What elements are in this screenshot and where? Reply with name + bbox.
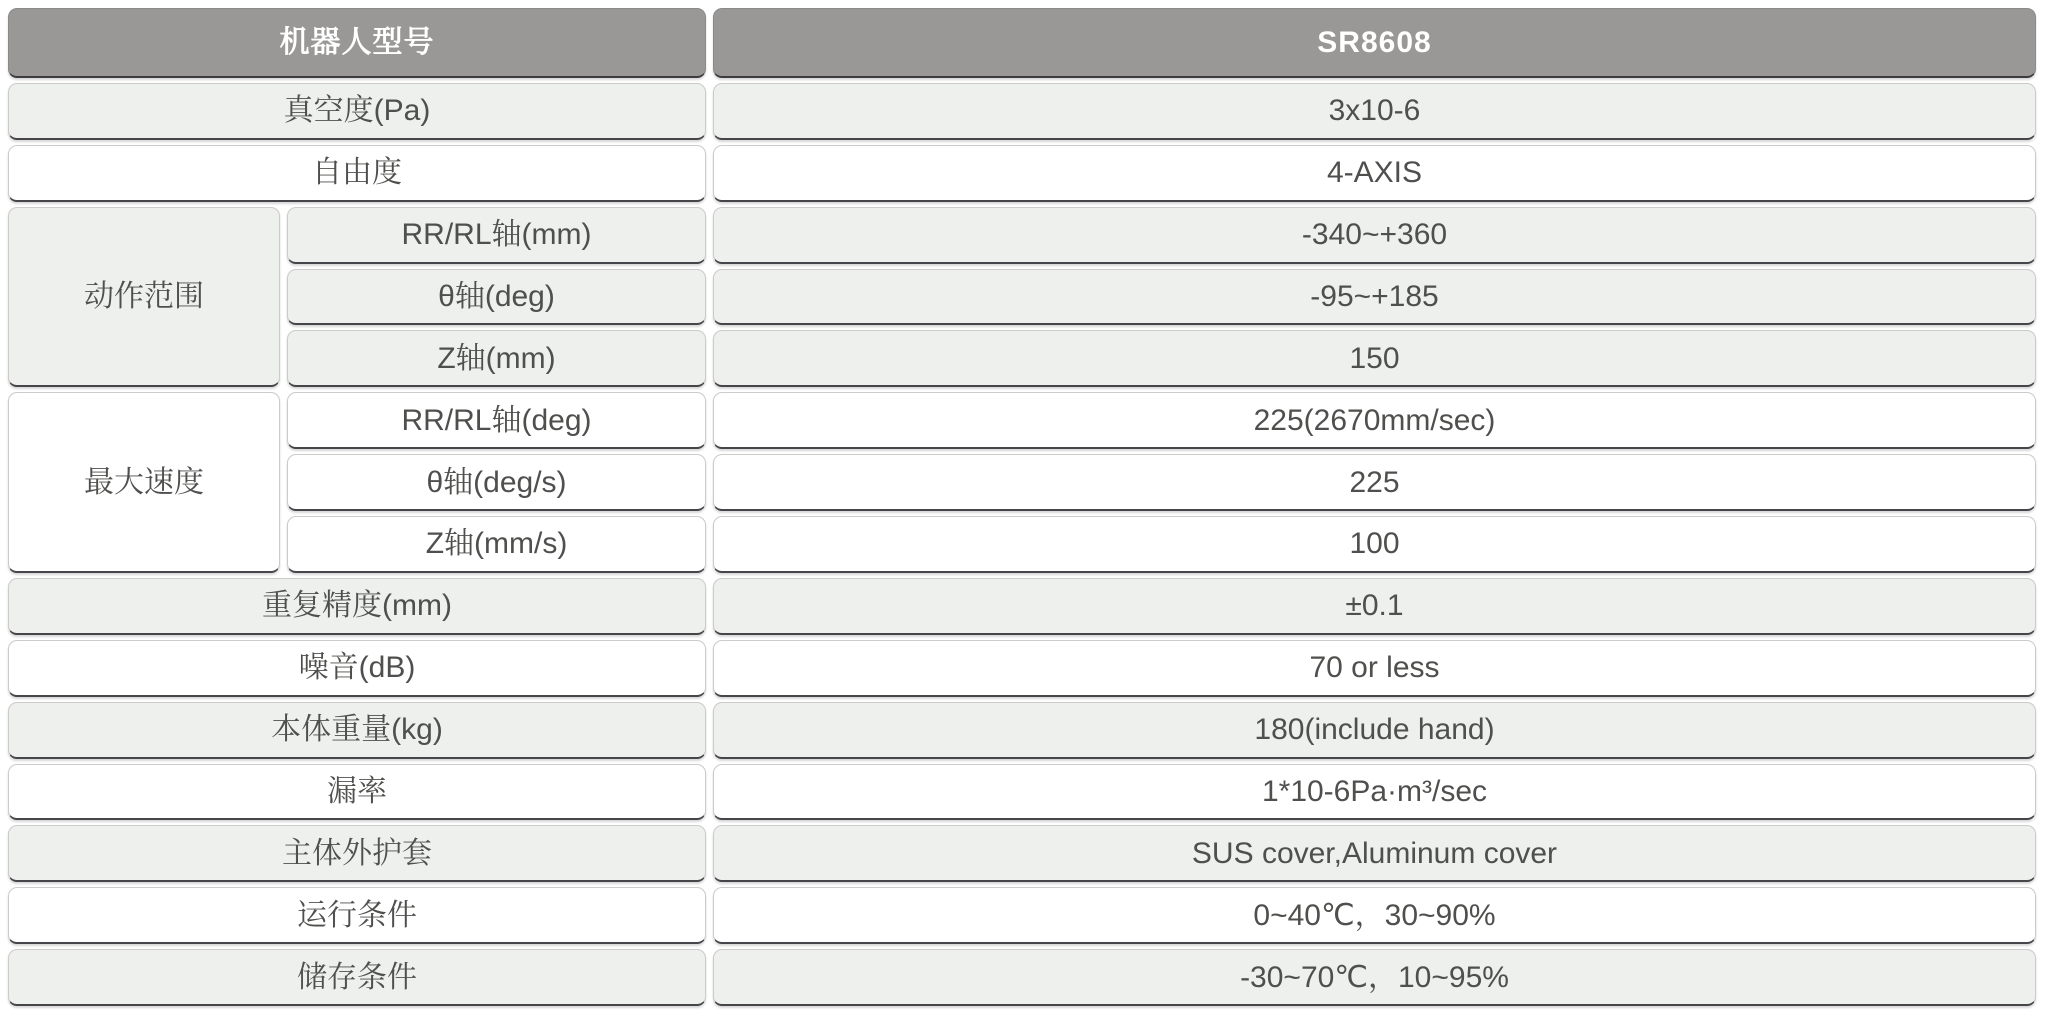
axis-label-cell: θ轴(deg/s): [287, 454, 706, 511]
row-value-noise: 70 or less: [713, 640, 2036, 697]
row-label-cover: 主体外护套: [8, 825, 706, 882]
model-value-cell: SR8608: [713, 8, 2036, 78]
axis-label-cell: Z轴(mm/s): [287, 516, 706, 573]
row-value-vacuum: 3x10-6: [713, 83, 2036, 140]
axis-label-cell: Z轴(mm): [287, 330, 706, 387]
axis-value-cell: 225: [713, 454, 2036, 511]
row-label-vacuum: 真空度(Pa): [8, 83, 706, 140]
axis-value-cell: 225(2670mm/sec): [713, 392, 2036, 449]
row-value-operating-conditions: 0~40℃，30~90%: [713, 887, 2036, 944]
row-label-weight: 本体重量(kg): [8, 702, 706, 759]
row-label-operating-conditions: 运行条件: [8, 887, 706, 944]
axis-label-cell: RR/RL轴(deg): [287, 392, 706, 449]
group-label-max-speed: 最大速度: [8, 392, 280, 573]
group-label-motion-range: 动作范围: [8, 207, 280, 388]
model-header-cell: 机器人型号: [8, 8, 706, 78]
row-value-storage-conditions: -30~70℃，10~95%: [713, 949, 2036, 1006]
row-value-dof: 4-AXIS: [713, 145, 2036, 202]
axis-value-cell: 100: [713, 516, 2036, 573]
row-label-dof: 自由度: [8, 145, 706, 202]
row-label-noise: 噪音(dB): [8, 640, 706, 697]
axis-value-cell: -95~+185: [713, 269, 2036, 326]
axis-label-cell: RR/RL轴(mm): [287, 207, 706, 264]
axis-value-cell: -340~+360: [713, 207, 2036, 264]
row-label-storage-conditions: 储存条件: [8, 949, 706, 1006]
row-label-leak-rate: 漏率: [8, 764, 706, 821]
row-value-weight: 180(include hand): [713, 702, 2036, 759]
axis-value-cell: 150: [713, 330, 2036, 387]
row-label-repeatability: 重复精度(mm): [8, 578, 706, 635]
row-value-cover: SUS cover,Aluminum cover: [713, 825, 2036, 882]
row-value-repeatability: ±0.1: [713, 578, 2036, 635]
axis-label-cell: θ轴(deg): [287, 269, 706, 326]
row-value-leak-rate: 1*10-6Pa·m³/sec: [713, 764, 2036, 821]
